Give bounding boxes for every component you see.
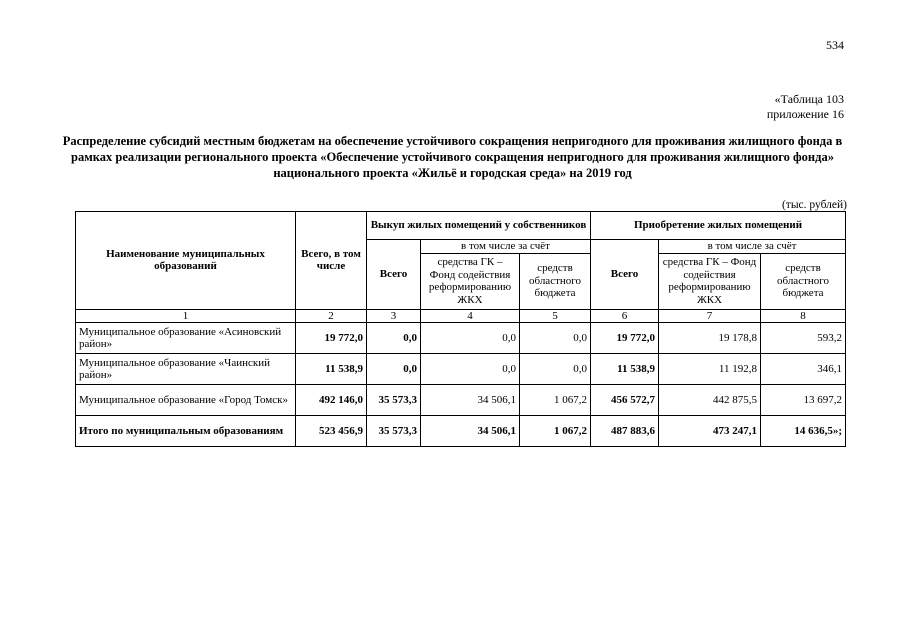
municipality-name: Муниципальное образование «Чаинский район» xyxy=(76,354,296,385)
cell-total: 523 456,9 xyxy=(296,416,367,447)
header-acq-all: Всего xyxy=(591,240,659,310)
cell-acq-fund: 473 247,1 xyxy=(659,416,761,447)
municipality-name: Муниципальное образование «Асиновский район» xyxy=(76,323,296,354)
total-label: Итого по муниципальным образованиям xyxy=(76,416,296,447)
cell-buyout-all: 0,0 xyxy=(367,354,421,385)
header-buyout-incl: в том числе за счёт xyxy=(421,240,591,254)
col-number: 2 xyxy=(296,309,367,323)
table-reference-line1: «Таблица 103 xyxy=(774,92,844,106)
col-number: 6 xyxy=(591,309,659,323)
cell-buyout-regional: 0,0 xyxy=(520,323,591,354)
cell-buyout-fund: 0,0 xyxy=(421,354,520,385)
header-total: Всего, в том числе xyxy=(296,212,367,310)
cell-buyout-all: 0,0 xyxy=(367,323,421,354)
cell-acq-fund: 11 192,8 xyxy=(659,354,761,385)
table-reference xyxy=(767,92,844,122)
header-buyout-all: Всего xyxy=(367,240,421,310)
header-acq-incl: в том числе за счёт xyxy=(659,240,846,254)
cell-buyout-all: 35 573,3 xyxy=(367,385,421,416)
header-acq-fund: средства ГК – Фонд содействия реформированию ЖКХ xyxy=(659,253,761,309)
cell-buyout-fund: 34 506,1 xyxy=(421,416,520,447)
cell-total: 11 538,9 xyxy=(296,354,367,385)
cell-buyout-regional: 0,0 xyxy=(520,354,591,385)
cell-acq-all: 456 572,7 xyxy=(591,385,659,416)
document-title: Распределение субсидий местным бюджетам на обеспечение устойчивого сокращения непригодного для проживания жилищного фонда в рамках реализации регионального проекта «Обеспечение устойчивого сокращения непригодного для проживания жилищного фонда» национального проекта «Жильё и городская среда» на 2019 год xyxy=(62,134,843,180)
cell-total: 19 772,0 xyxy=(296,323,367,354)
header-buyout: Выкуп жилых помещений у собственников xyxy=(367,212,591,240)
header-buyout-fund: средства ГК – Фонд содействия реформированию ЖКХ xyxy=(421,253,520,309)
units-label: (тыс. рублей) xyxy=(781,199,847,211)
header-acq-regional: средств областного бюджета xyxy=(761,253,846,309)
header-acquisition: Приобретение жилых помещений xyxy=(591,212,846,240)
cell-acq-all: 11 538,9 xyxy=(591,354,659,385)
page-number: 534 xyxy=(826,38,844,52)
cell-acq-regional: 13 697,2 xyxy=(761,385,846,416)
cell-acq-regional: 14 636,5»; xyxy=(761,416,846,447)
table-reference-line2: приложение 16 xyxy=(766,107,844,121)
cell-acq-fund: 442 875,5 xyxy=(659,385,761,416)
cell-buyout-fund: 0,0 xyxy=(421,323,520,354)
table-row xyxy=(76,385,846,416)
cell-buyout-regional: 1 067,2 xyxy=(520,416,591,447)
col-number: 8 xyxy=(761,309,846,323)
municipality-name: Муниципальное образование «Город Томск» xyxy=(76,385,296,416)
cell-acq-fund: 19 178,8 xyxy=(659,323,761,354)
cell-buyout-regional: 1 067,2 xyxy=(520,385,591,416)
cell-acq-all: 487 883,6 xyxy=(591,416,659,447)
cell-acq-all: 19 772,0 xyxy=(591,323,659,354)
cell-total: 492 146,0 xyxy=(296,385,367,416)
subsidies-table xyxy=(75,211,846,447)
col-number: 7 xyxy=(659,309,761,323)
cell-acq-regional: 593,2 xyxy=(761,323,846,354)
cell-buyout-all: 35 573,3 xyxy=(367,416,421,447)
table-row xyxy=(76,323,846,354)
col-number: 3 xyxy=(367,309,421,323)
col-number: 4 xyxy=(421,309,520,323)
cell-buyout-fund: 34 506,1 xyxy=(421,385,520,416)
col-number: 1 xyxy=(76,309,296,323)
total-row xyxy=(76,416,846,447)
header-name: Наименование муниципальных образований xyxy=(76,212,296,310)
cell-acq-regional: 346,1 xyxy=(761,354,846,385)
col-number: 5 xyxy=(520,309,591,323)
header-buyout-regional: средств областного бюджета xyxy=(520,253,591,309)
table-row xyxy=(76,354,846,385)
